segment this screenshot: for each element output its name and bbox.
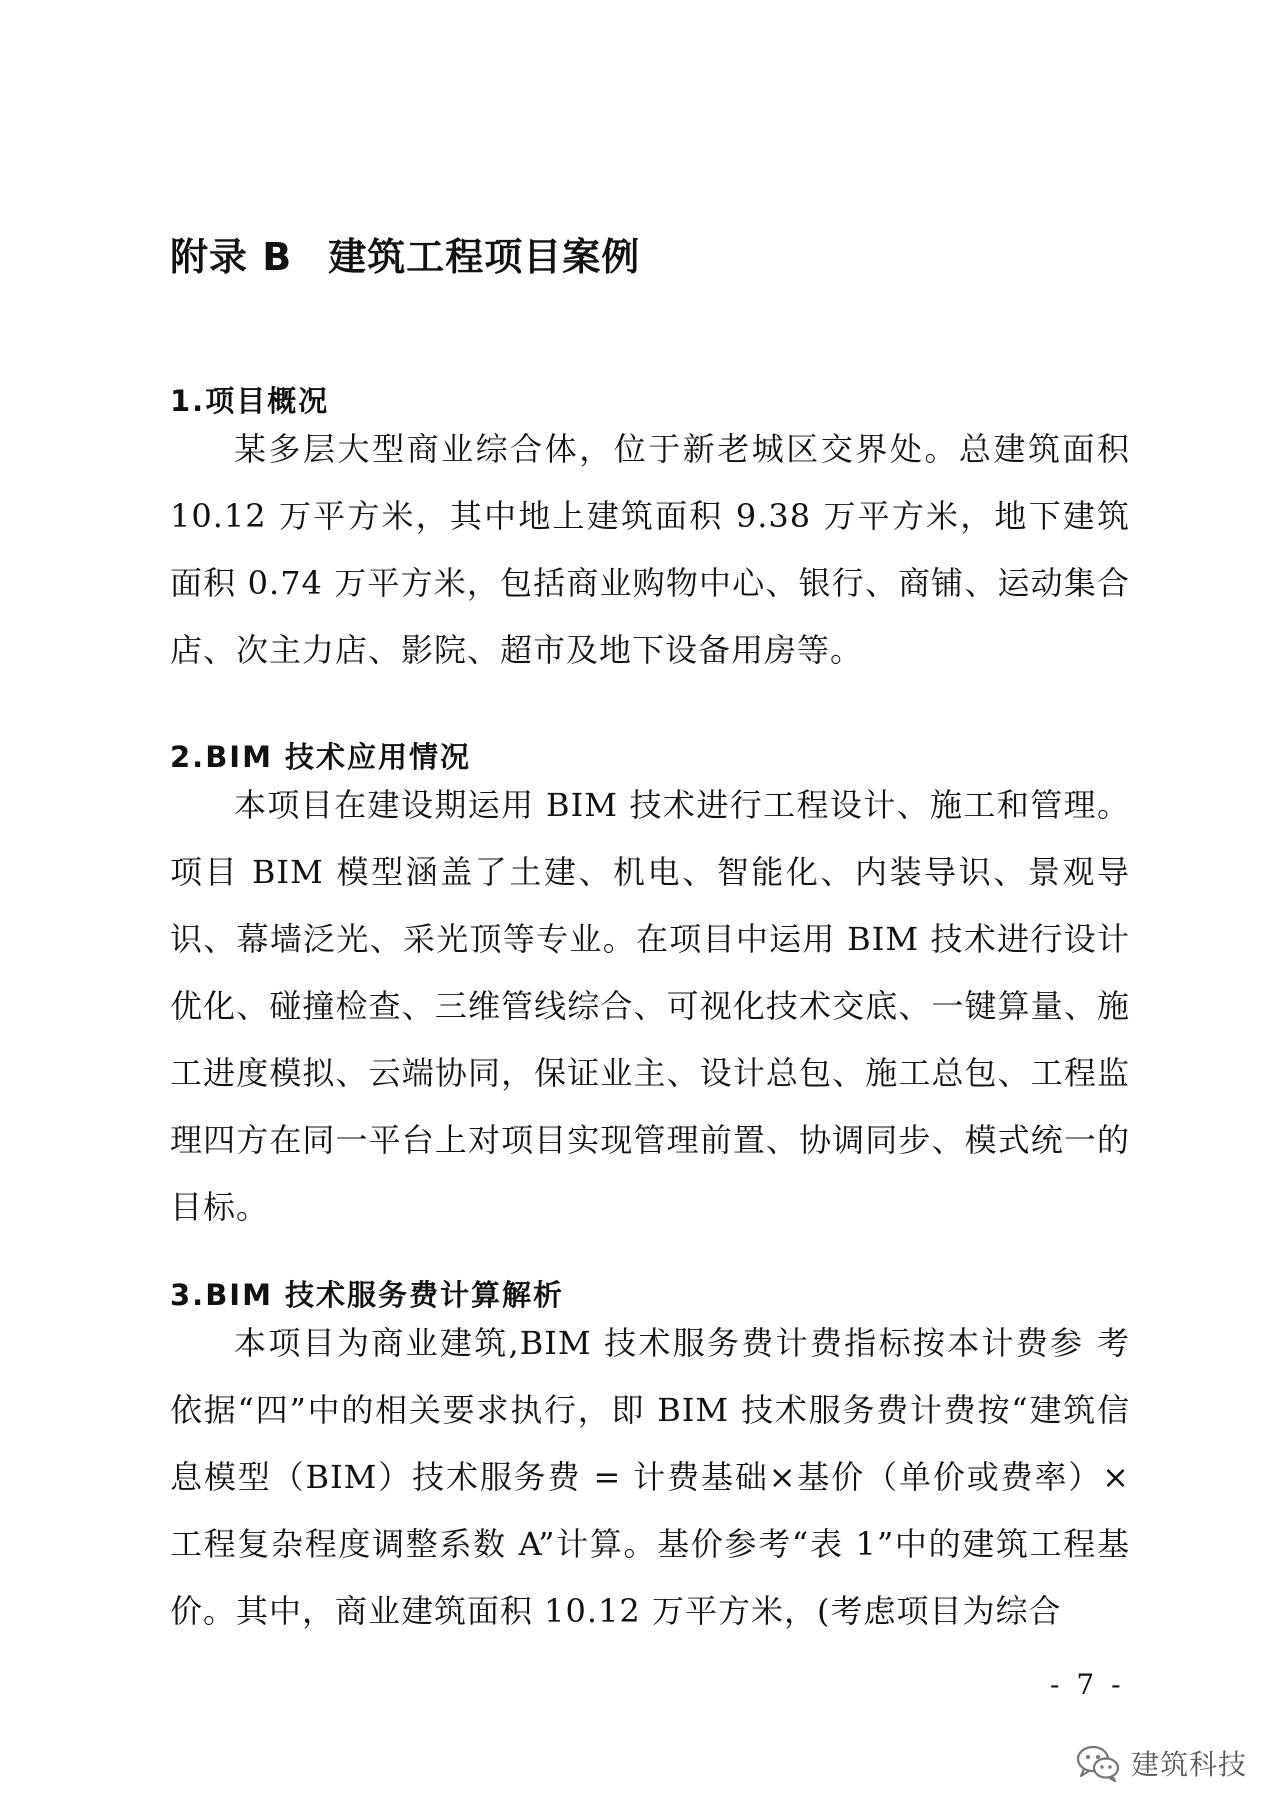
wechat-icon [1075,1743,1121,1783]
section-heading-bim-fee: 3.BIM 技术服务费计算解析 [170,1278,565,1312]
section-paragraph-overview: 某多层大型商业综合体，位于新老城区交界处。总建筑面积 10.12 万平方米，其中地上建筑面积 9.38 万平方米，地下建筑面积 0.74 万平方米，包括商业购物中心、银行、商铺、运动集合店、次主力店、影院、超市及地下设备用房等。 [170,430,1130,669]
watermark [1075,1735,1247,1791]
watermark-label: 建筑科技 [1131,1748,1248,1781]
page-number: - 7 - [1050,1668,1125,1701]
appendix-title-text: 建筑工程项目案例 [328,235,641,279]
appendix-title [170,226,640,281]
section-heading-bim-application: 2.BIM 技术应用情况 [170,740,472,774]
section-paragraph-bim-application: 本项目在建设期运用 BIM 技术进行工程设计、施工和管理。项目 BIM 模型涵盖了土建、机电、智能化、内装导识、景观导识、幕墙泛光、采光顶等专业。在项目中运用 BIM 技术进行设计优化、碰撞检查、三维管线综合、可视化技术交底、一键算量、施工进度模拟、云端协同，保证业主、设计总包、施工总包、工程监理四方在同一平台上对项目实现管理前置、协调同步、模式统一的目标。 [170,786,1130,1226]
appendix-title-prefix: 附录 B [170,235,293,279]
section-heading-overview: 1.项目概况 [170,384,330,418]
section-paragraph-bim-fee: 本项目为商业建筑,BIM 技术服务费计费指标按本计费参 考依据“四”中的相关要求执行，即 BIM 技术服务费计费按“建筑信息模型（BIM）技术服务费 = 计费基础×基价（单价或费率）×工程复杂程度调整系数 A”计算。基价参考“表 1”中的建筑工程基价。其中，商业建筑面积 10.12 万平方米，(考虑项目为综合 [170,1324,1130,1630]
